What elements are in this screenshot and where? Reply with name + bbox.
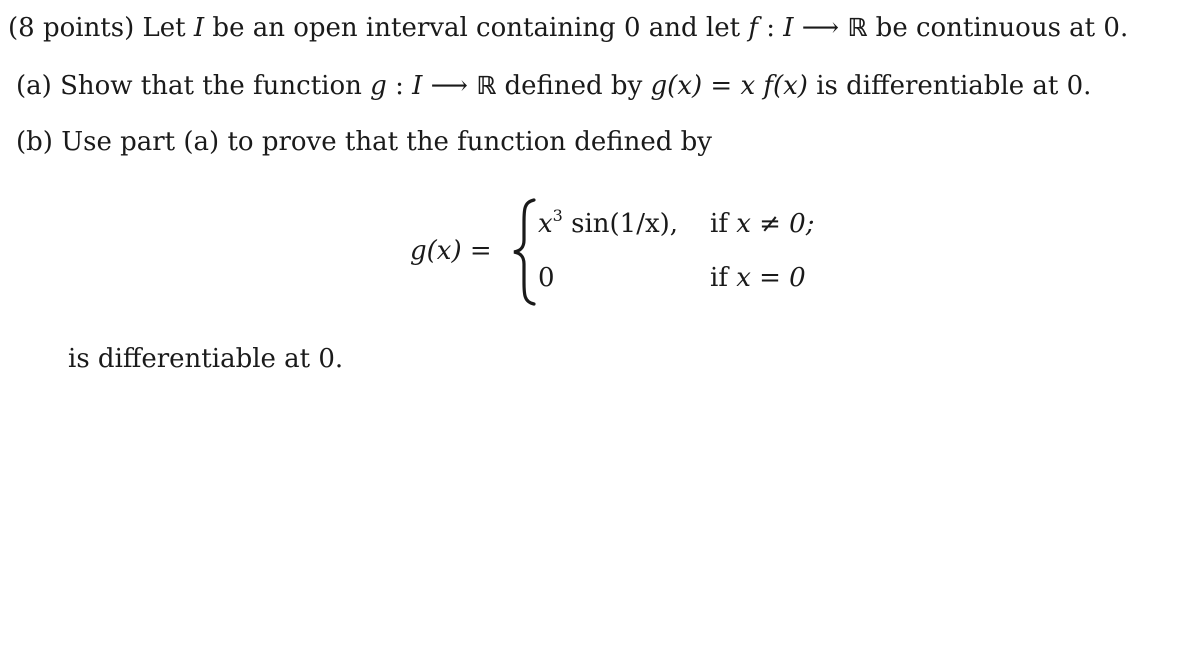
part-a-label: (a) — [16, 71, 52, 101]
case-2-condition — [710, 263, 806, 293]
definition-rhs: x f(x) — [740, 71, 808, 101]
statement-text-3: be continuous at 0. — [867, 13, 1129, 43]
part-b-text: Use part (a) to prove that the function defined by — [61, 127, 712, 157]
part-b-conclusion: is differentiable at 0. — [68, 344, 344, 374]
part-a-text-1: Show that the function — [60, 71, 371, 101]
part-a-text-3: is differentiable at 0. — [807, 71, 1092, 101]
case-1-cond-expr: x ≠ 0; — [736, 209, 815, 239]
map-colon: : — [386, 71, 413, 101]
definition-equals: = — [702, 71, 741, 101]
function-g: g — [370, 71, 387, 101]
map-domain: I — [412, 71, 423, 101]
case-1-if: if — [710, 209, 737, 239]
interval-variable: I — [193, 13, 205, 43]
map-arrow: ⟶ — [793, 13, 848, 43]
left-brace — [510, 196, 540, 308]
definition-lhs: g(x) — [650, 71, 703, 101]
function-f: f — [748, 13, 758, 43]
case-2-if: if — [710, 263, 737, 293]
statement-text-2: be an open interval containing 0 and let — [204, 13, 749, 43]
reals-symbol: ℝ — [476, 71, 497, 100]
part-b — [16, 126, 712, 158]
case-2-cond-expr: x = 0 — [736, 263, 806, 293]
statement-text-1: Let — [142, 13, 194, 43]
reals-symbol: ℝ — [847, 13, 868, 42]
piecewise-formula — [410, 196, 830, 308]
case-1-expression — [538, 206, 679, 239]
case-1-rest: sin(1/x), — [562, 209, 679, 239]
part-a-text-2: defined by — [496, 71, 651, 101]
map-arrow: ⟶ — [422, 71, 477, 101]
map-colon: : — [757, 13, 784, 43]
map-domain: I — [783, 13, 794, 43]
part-a — [16, 70, 1091, 102]
case-2-expression: 0 — [538, 263, 555, 293]
part-b-label: (b) — [16, 127, 53, 157]
case-1-condition — [710, 209, 814, 239]
case-1-exponent: 3 — [552, 206, 563, 225]
formula-lhs: g(x) = — [410, 236, 492, 266]
problem-statement — [8, 12, 1128, 44]
points-label: (8 points) — [8, 13, 135, 43]
case-1-base: x — [538, 209, 553, 239]
